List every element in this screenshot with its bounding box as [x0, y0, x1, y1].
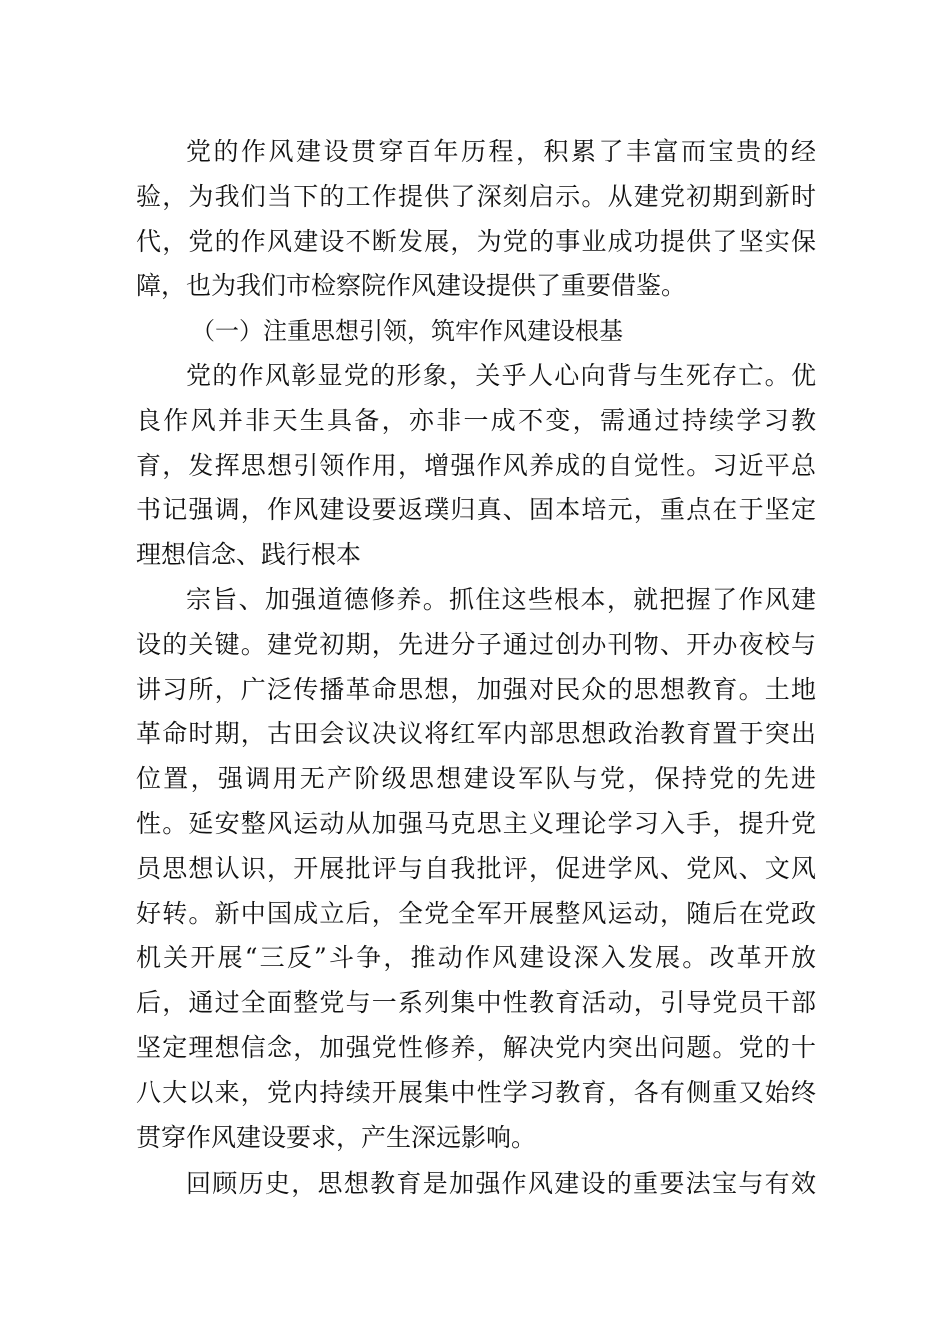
- text-line: 理想信念、践行根本: [136, 540, 362, 570]
- text-line: 性。延安整风运动从加强马克思主义理论学习入手，提升党: [136, 808, 816, 838]
- paragraph-intro: [136, 130, 816, 309]
- paragraph-review: [136, 1162, 816, 1207]
- text-line: 八大以来，党内持续开展集中性学习教育，各有侧重又始终: [136, 1077, 816, 1107]
- paragraph-history: [136, 578, 816, 1160]
- text-line: 宗旨、加强道德修养。抓住这些根本，就把握了作风建: [186, 584, 816, 614]
- text-line: 好转。新中国成立后，全党全军开展整风运动，随后在党政: [136, 898, 816, 928]
- text-line: 党的作风建设贯穿百年历程，积累了丰富而宝贵的经: [186, 137, 816, 166]
- text-line: 坚定理想信念，加强党性修养，解决党内突出问题。党的十: [136, 1032, 816, 1062]
- text-line: 讲习所，广泛传播革命思想，加强对民众的思想教育。土地: [136, 674, 816, 704]
- text-line: 良作风并非天生具备，亦非一成不变，需通过持续学习教: [136, 405, 816, 435]
- text-line: 书记强调，作风建设要返璞归真、固本培元，重点在于坚定: [136, 495, 816, 525]
- text-line: 代，党的作风建设不断发展，为党的事业成功提供了坚实保: [136, 226, 816, 256]
- text-line: 革命时期，古田会议决议将红军内部思想政治教育置于突出: [136, 719, 816, 749]
- text-line: 育，发挥思想引领作用，增强作风养成的自觉性。习近平总: [136, 450, 816, 480]
- text-line: 贯穿作风建设要求，产生深远影响。: [136, 1122, 537, 1152]
- text-line: 验，为我们当下的工作提供了深刻启示。从建党初期到新时: [136, 181, 816, 211]
- text-line: 设的关键。建党初期，先进分子通过创办刊物、开办夜校与: [136, 629, 816, 659]
- text-line: 党的作风彰显党的形象，关乎人心向背与生死存亡。优: [186, 360, 816, 390]
- document-page: [136, 130, 816, 1207]
- section-heading: （一）注重思想引领，筑牢作风建设根基: [191, 317, 623, 346]
- text-line: 障，也为我们市检察院作风建设提供了重要借鉴。: [136, 271, 687, 301]
- text-line: 回顾历史，思想教育是加强作风建设的重要法宝与有效: [186, 1169, 816, 1199]
- text-line: 机关开展“三反”斗争，推动作风建设深入发展。改革开放: [136, 943, 816, 973]
- text-line: 员思想认识，开展批评与自我批评，促进学风、党风、文风: [136, 853, 816, 883]
- paragraph-style-image: [136, 354, 816, 578]
- text-line: 后，通过全面整党与一系列集中性教育活动，引导党员干部: [136, 988, 816, 1018]
- text-line: 位置，强调用无产阶级思想建设军队与党，保持党的先进: [136, 764, 816, 794]
